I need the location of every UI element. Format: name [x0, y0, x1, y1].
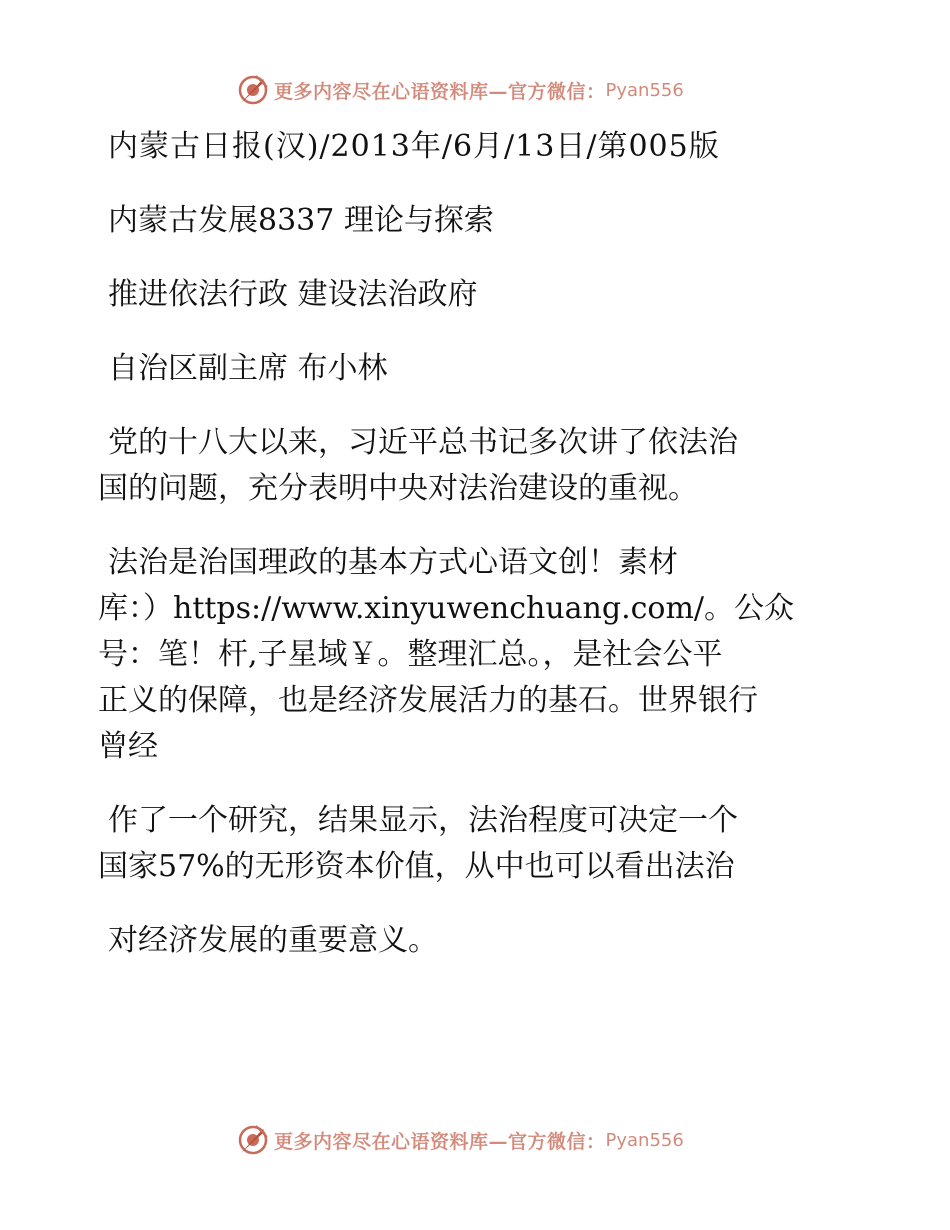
- paragraph-1-line-2: 国的问题，充分表明中央对法治建设的重视。: [98, 471, 698, 506]
- quill-logo-icon: [236, 1123, 270, 1157]
- paragraph-2-line-4: 正义的保障，也是经济发展活力的基石。世界银行: [98, 683, 758, 718]
- column-name: 内蒙古发展8337 理论与探索: [108, 203, 494, 238]
- paragraph-3-line-2: 国家57%的无形资本价值，从中也可以看出法治: [98, 849, 735, 884]
- paragraph-3-line-1: 作了一个研究，结果显示，法治程度可决定一个: [108, 803, 738, 838]
- watermark-header: [236, 73, 684, 107]
- watermark-text: 更多内容尽在心语资料库—官方微信：: [274, 80, 606, 103]
- paragraph-4-line-1: 对经济发展的重要意义。: [108, 923, 438, 958]
- watermark-wechat-id: Pyan556: [605, 79, 684, 101]
- document-body: [98, 124, 868, 964]
- article-author: 自治区副主席 布小林: [108, 351, 388, 386]
- article-title: 推进依法行政 建设法治政府: [108, 277, 478, 312]
- watermark-text: 更多内容尽在心语资料库—官方微信：: [274, 1130, 606, 1153]
- paragraph-2-line-3: 号：笔！杆,子星域￥。整理汇总。，是社会公平: [98, 637, 723, 672]
- publication-info: 内蒙古日报(汉)/2013年/6月/13日/第005版: [108, 129, 720, 164]
- watermark-footer: [236, 1123, 684, 1157]
- paragraph-2-line-5: 曾经: [98, 729, 158, 764]
- paragraph-1-line-1: 党的十八大以来，习近平总书记多次讲了依法治: [108, 425, 738, 460]
- paragraph-2-line-2: 库：）https://www.xinyuwenchuang.com/。公众: [98, 591, 795, 626]
- watermark-wechat-id: Pyan556: [605, 1129, 684, 1151]
- paragraph-2-line-1: 法治是治国理政的基本方式心语文创！素材: [108, 545, 678, 580]
- quill-logo-icon: [236, 73, 270, 107]
